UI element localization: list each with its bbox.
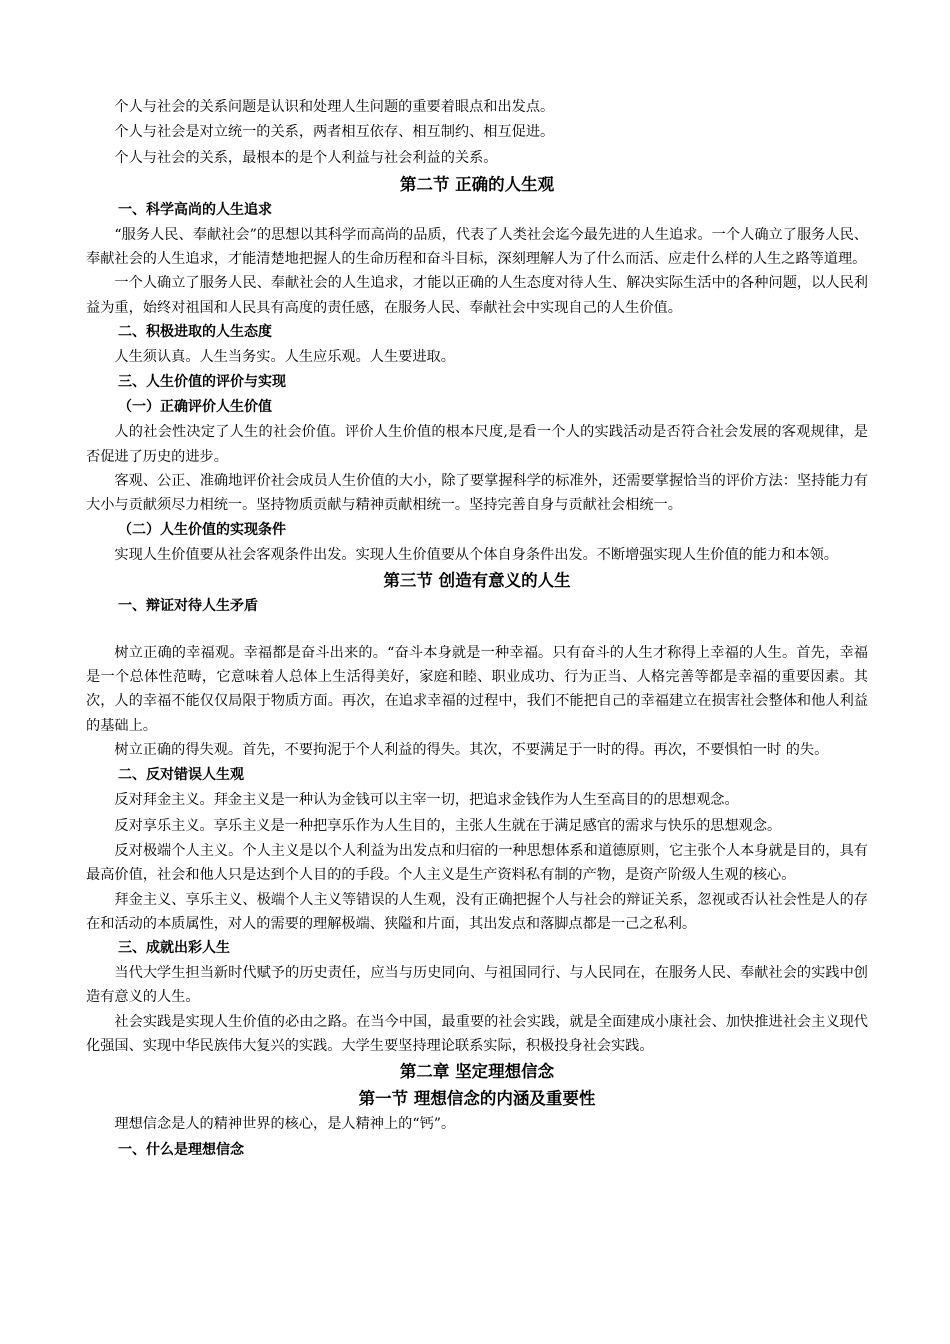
paragraph: 个人与社会的关系，最根本的是个人利益与社会利益的关系。 [114, 149, 498, 166]
paragraph: 反对拜金主义。拜金主义是一种认为金钱可以主宰一切，把追求金钱作为人生至高目的的思想观念。 [114, 792, 739, 809]
paragraph: 人的社会性决定了人生的社会价值。评价人生价值的根本尺度,是看一个人的实践活动是否符合社会发展的客观规律，是否促进了历史的进步。 [86, 424, 868, 465]
chapter-title: 第二章 坚定理想信念 [399, 1062, 555, 1082]
blank-line [86, 619, 868, 641]
paragraph: 客观、公正、准确地评价社会成员人生价值的大小，除了要掌握科学的标准外，还需要掌握恰当的评价方法：坚持能力有大小与贡献须尽力相统一。坚持物质贡献与精神贡献相统一。坚持完善自身与贡献社会相统一。 [86, 472, 868, 514]
paragraph: 树立正确的得失观。首先，不要拘泥于个人利益的得失。其次，不要满足于一时的得。再次，不要惧怕一时 的失。 [114, 742, 829, 759]
subsection-heading: （一）正确评价人生价值 [118, 399, 272, 416]
subsection-heading: 三、成就出彩人生 [118, 940, 230, 957]
paragraph: 理想信念是人的精神世界的核心，是人精神上的“钙”。 [114, 1116, 456, 1133]
section-title: 第二节 正确的人生观 [399, 174, 555, 194]
paragraph: 反对极端个人主义。个人主义是以个人利益为出发点和归宿的一种思想体系和道德原则，它主张个人本身就是目的，具有最高价值，社会和他人只是达到个人目的的手段。个人主义是生产资料私有制的产物，是资产阶级人生观的核心。 [86, 842, 868, 884]
paragraph: 个人与社会是对立统一的关系，两者相互依存、相互制约、相互促进。 [114, 124, 555, 141]
subsection-heading: 一、科学高尚的人生追求 [118, 201, 272, 218]
paragraph: “服务人民、奉献社会”的思想以其科学而高尚的品质，代表了人类社会迄今最先进的人生追求。一个人确立了服务人民、奉献社会的人生追求，才能清楚地把握人的生命历程和奋斗目标，深刻理解人为了什么而活、应走什么样的人生之路等道理。 [86, 226, 868, 268]
document-page [86, 95, 868, 1163]
section-title: 第一节 理想信念的内涵及重要性 [358, 1089, 596, 1109]
paragraph: 反对享乐主义。享乐主义是一种把享乐作为人生目的，主张人生就在于满足感官的需求与快乐的思想观念。 [114, 817, 782, 834]
paragraph: 个人与社会的关系问题是认识和处理人生问题的重要着眼点和出发点。 [114, 99, 555, 115]
paragraph: 人生须认真。人生当务实。人生应乐观。人生要进取。 [114, 349, 455, 366]
paragraph: 一个人确立了服务人民、奉献社会的人生追求，才能以正确的人生态度对待人生、解决实际生活中的各种问题，以人民利益为重，始终对祖国和人民具有高度的责任感，在服务人民、奉献社会中实现自己的人生价值。 [86, 275, 868, 316]
paragraph: 拜金主义、享乐主义、极端个人主义等错误的人生观，没有正确把握个人与社会的辩证关系，忽视或否认社会性是人的存在和活动的本质属性，对人的需要的理解极端、狭隘和片面，其出发点和落脚点都是一己之私利。 [86, 891, 868, 932]
paragraph: 实现人生价值要从社会客观条件出发。实现人生价值要从个体自身条件出发。不断增强实现人生价值的能力和本领。 [114, 546, 838, 563]
paragraph: 社会实践是实现人生价值的必由之路。在当今中国，最重要的社会实践，就是全面建成小康社会、加快推进社会主义现代化强国、实现中华民族伟大复兴的实践。大学生要坚持理论联系实际，积极投身社会实践。 [86, 1013, 868, 1055]
subsection-heading: 一、辩证对待人生矛盾 [118, 597, 258, 614]
paragraph: 树立正确的幸福观。幸福都是奋斗出来的。“奋斗本身就是一种幸福。只有奋斗的人生才称得上幸福的人生。首先，幸福是一个总体性范畴，它意味着人总体上生活得美好，家庭和睦、职业成功、行为正当、人格完善等都是幸福的重要因素。其次，人的幸福不能仅仅局限于物质方面。再次，在追求幸福的过程中，我们不能把自己的幸福建立在损害社会整体和他人利益的基础上。 [86, 644, 868, 734]
subsection-heading: 二、反对错误人生观 [118, 767, 244, 784]
section-title: 第三节 创造有意义的人生 [383, 570, 571, 590]
subsection-heading: 一、什么是理想信念 [118, 1141, 244, 1158]
paragraph: 当代大学生担当新时代赋予的历史责任，应当与历史同向、与祖国同行、与人民同在，在服务人民、奉献社会的实践中创造有意义的人生。 [86, 965, 868, 1006]
subsection-heading: 二、积极进取的人生态度 [118, 324, 272, 341]
subsection-heading: （二）人生价值的实现条件 [118, 521, 286, 538]
subsection-heading: 三、人生价值的评价与实现 [118, 374, 286, 391]
